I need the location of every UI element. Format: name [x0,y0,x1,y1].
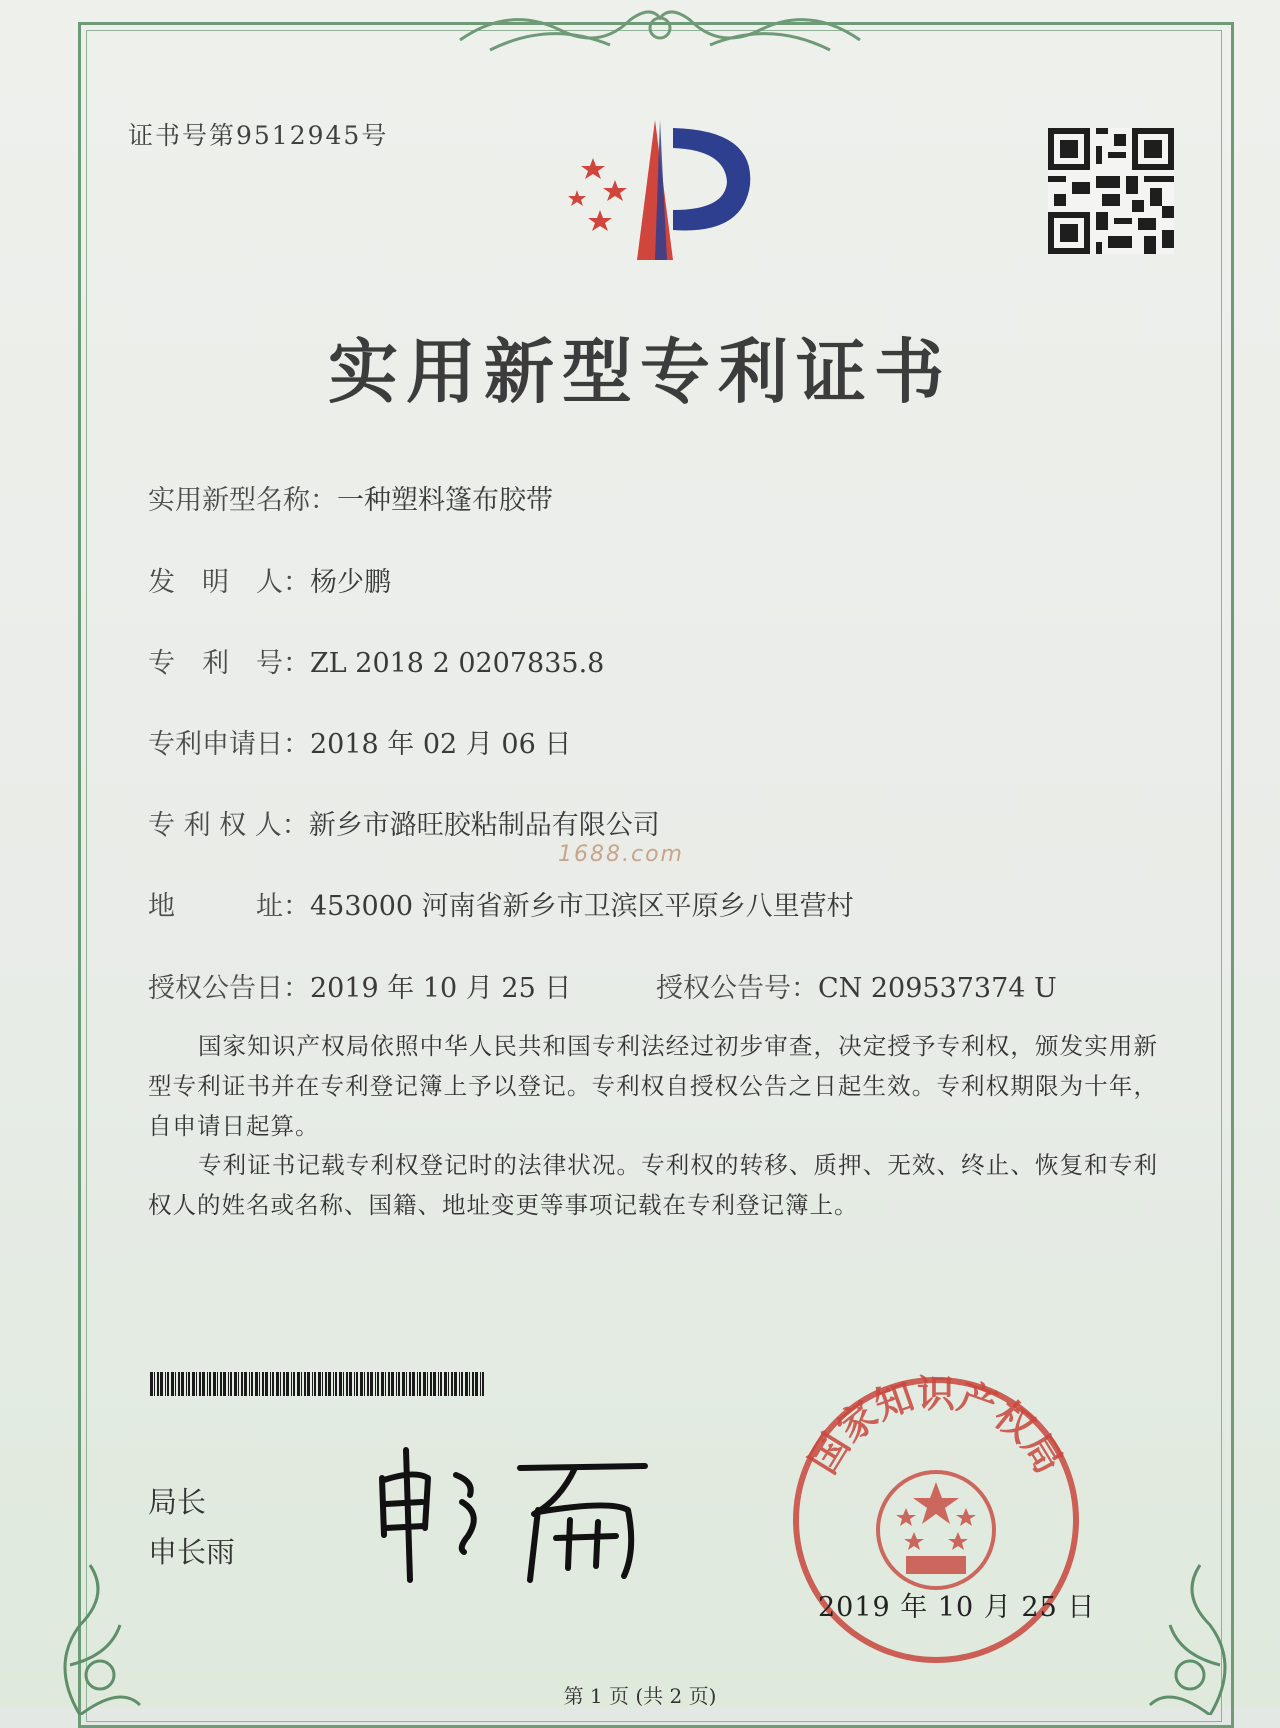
director-name: 申长雨 [148,1535,236,1569]
field-name-label: 实用新型名称： [148,485,337,516]
field-filing-date-label: 专利申请日： [148,729,310,760]
field-address-value: 453000 河南省新乡市卫滨区平原乡八里营村 [310,891,854,922]
field-grant-no [656,966,1057,1005]
field-inventor-label: 发 明 人： [148,567,310,598]
field-address [148,884,854,923]
field-patentee [148,803,660,842]
paragraph-1: 国家知识产权局依照中华人民共和国专利法经过初步审查，决定授予专利权，颁发实用新型专利证书并在专利登记簿上予以登记。专利权自授权公告之日起生效。专利权期限为十年，自申请日起算。 [148,1032,1158,1140]
field-patent-no [148,641,604,680]
field-name [148,478,553,517]
watermark: 1688.com [558,842,684,867]
cnipa-logo-icon [555,110,755,270]
field-grant-date-label: 授权公告日： [148,973,310,1004]
field-inventor-value: 杨少鹏 [310,567,391,598]
field-patentee-label: 专 利 权 人： [148,810,309,841]
field-inventor [148,560,391,599]
qr-code-icon [1048,128,1174,254]
field-grant-no-label: 授权公告号： [656,973,818,1004]
paragraph-2: 专利证书记载专利权登记时的法律状况。专利权的转移、质押、无效、终止、恢复和专利权人的姓名或名称、国籍、地址变更等事项记载在专利登记簿上。 [148,1151,1158,1219]
barcode-icon [150,1372,490,1396]
certificate-number: 证书号第9512945号 [128,121,389,150]
field-filing-date-value: 2018 年 02 月 06 日 [310,729,572,760]
field-patentee-value: 新乡市潞旺胶粘制品有限公司 [308,810,660,841]
field-filing-date [148,722,571,761]
field-address-label: 地 址： [148,891,310,922]
field-grant-no-value: CN 209537374 U [818,973,1057,1004]
field-name-value: 一种塑料篷布胶带 [337,485,553,516]
top-ornament [450,0,870,60]
official-seal [786,1370,1086,1670]
field-patent-no-value: ZL 2018 2 0207835.8 [310,648,605,679]
field-grant-date [148,966,571,1005]
page-footer: 第 1 页 (共 2 页) [563,1684,717,1708]
svg-text:国家知识产权局: 国家知识产权局 [800,1371,1072,1482]
field-patent-no-label: 专 利 号： [148,648,310,679]
field-grant-date-value: 2019 年 10 月 25 日 [310,973,572,1004]
certificate-title: 实用新型专利证书 [328,331,952,413]
seal-date: 2019 年 10 月 25 日 [818,1592,1096,1623]
handwritten-signature [370,1440,690,1590]
director-title: 局长 [148,1485,207,1519]
